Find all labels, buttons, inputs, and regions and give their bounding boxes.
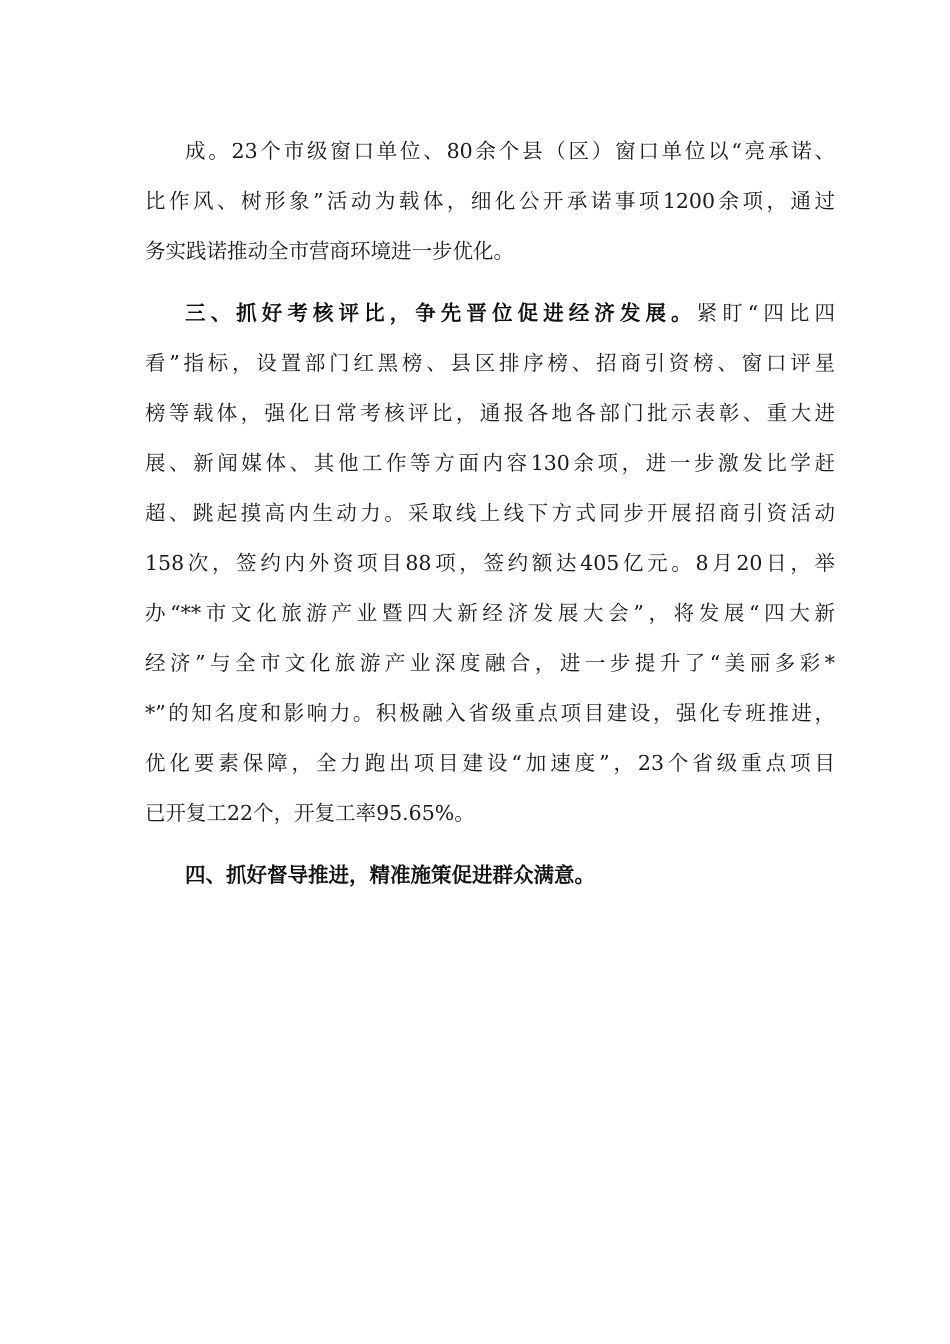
paragraph-1-line-2: 比作风、树形象”活动为载体，细化公开承诺事项1200余项，通过 [145, 189, 835, 213]
paragraph-1-line-1: 成。23个市级窗口单位、80余个县（区）窗口单位以“亮承诺、 [185, 139, 835, 163]
paragraph-2-line-9: *”的知名度和影响力。积极融入省级重点项目建设，强化专班推进， [145, 701, 835, 725]
paragraph-2-line-8: 经济”与全市文化旅游产业深度融合，进一步提升了“美丽多彩* [145, 651, 835, 675]
paragraph-2-line-2: 看”指标，设置部门红黑榜、县区排序榜、招商引资榜、窗口评星 [145, 351, 835, 375]
section-3-heading: 三、抓好考核评比，争先晋位促进经济发展。 [185, 301, 697, 325]
paragraph-2-line-5: 超、跳起摸高内生动力。采取线上线下方式同步开展招商引资活动 [145, 501, 835, 525]
paragraph-2-line-11: 已开复工22个，开复工率95.65%。 [145, 801, 475, 825]
paragraph-2-line-1 [185, 293, 835, 333]
paragraph-2-line-4: 展、新闻媒体、其他工作等方面内容130余项，进一步激发比学赶 [145, 451, 835, 475]
paragraph-2-line-1-rest: 紧盯“四比四 [696, 301, 836, 325]
section-4-heading: 四、抓好督导推进，精准施策促进群众满意。 [185, 863, 595, 887]
paragraph-2-line-10: 优化要素保障，全力跑出项目建设“加速度”，23个省级重点项目 [145, 751, 835, 775]
paragraph-2-line-7: 办“**市文化旅游产业暨四大新经济发展大会”，将发展“四大新 [145, 601, 835, 625]
paragraph-2-line-6: 158次，签约内外资项目88项，签约额达405亿元。8月20日，举 [145, 551, 835, 575]
paragraph-2-line-3: 榜等载体，强化日常考核评比，通报各地各部门批示表彰、重大进 [145, 401, 835, 425]
paragraph-1-line-3: 务实践诺推动全市营商环境进一步优化。 [145, 239, 514, 263]
paragraph-3-line-1 [185, 855, 835, 895]
